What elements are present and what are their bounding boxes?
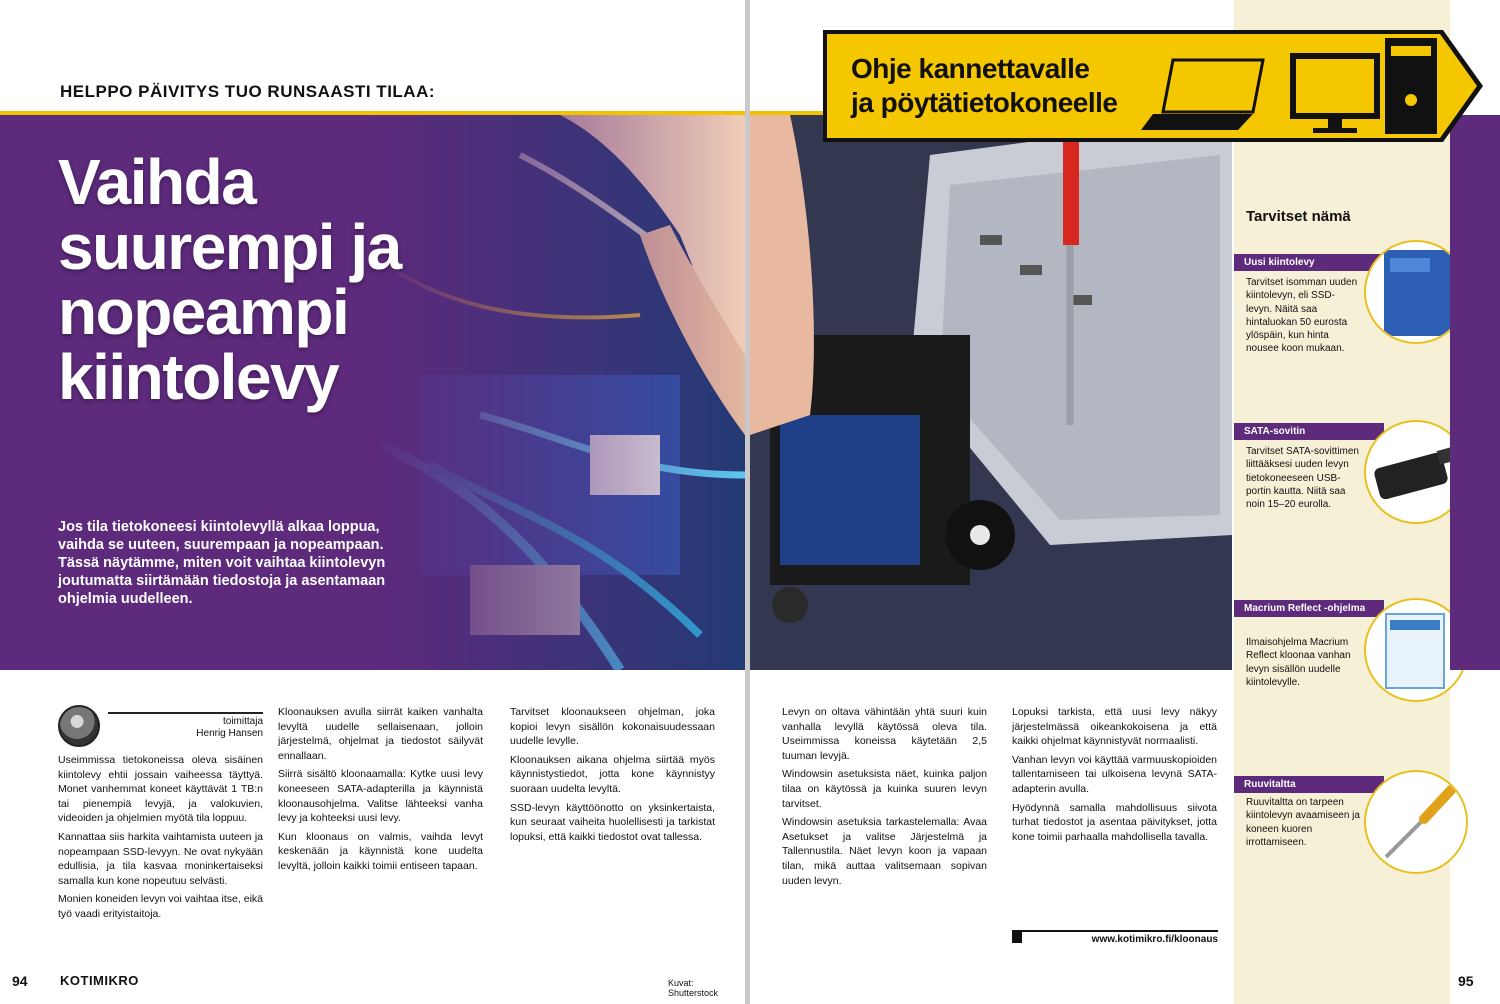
body-column-4 [782,705,987,955]
author-photo [58,705,100,747]
byline-label: toimittaja [222,716,263,727]
paragraph: Kun kloonaus on valmis, vaihda levyt keskenään ja käynnistä kone uudelta levyltä, jolloin kaikki toimii entiseen tapaan. [278,830,483,872]
paragraph: Kloonauksen avulla siirrät kaiken vanhalta levyltä uudelle sellaisenaan, jolloin järjestelmä, ohjelmat ja tiedostot säilyvät ennallaan. [278,706,483,762]
sidebar-label-software: Macrium Reflect -ohjelma [1234,600,1384,617]
photo-credit: Kuvat: Shutterstock [668,978,719,998]
paragraph: Kannattaa siis harkita vaihtamista uuteen ja nopeampaan SSD-levyyn. Ne ovat nykyään edullisia, ja tila kasvaa moninkertaiseksi samalla kun kone nopeutuu selvästi. [58,830,263,887]
sidebar [1234,0,1450,1004]
body-column-3 [510,705,715,955]
paragraph: Lopuksi tarkista, että uusi levy näkyy järjestelmässä oikeankokoisena ja että kaikki ohjelmat käynnistyvät normaalisti. [1012,706,1217,748]
sidebar-text-software: Ilmaisohjelma Macrium Reflect kloonaa vanhan levyn sisällön uudelle kiintolevylle. [1246,637,1351,688]
sidebar-text-drive: Tarvitset isomman uuden kiintolevyn, eli SSD-levyn. Näitä saa hintaluokan 50 eurosta ylöspäin, kun hinta nousee koon mukaan. [1246,277,1358,355]
kicker: HELPPO PÄIVITYS TUO RUNSAASTI TILAA: [60,82,436,101]
byline [58,705,263,747]
paragraph: Siirrä sisältö kloonaamalla: Kytke uusi levy koneeseen SATA-adapterilla ja käynnistä kloonausohjelma. Valitse lähteeksi vanha levy ja kohteeksi uusi levy. [278,768,483,825]
body-column-5 [1012,705,1217,925]
paragraph: Monien koneiden levyn voi vaihtaa itse, eikä työ vaadi erityistaitoja. [58,893,263,920]
page-number-left: 94 [12,973,28,989]
paragraph: Levyn on oltava vähintään yhtä suuri kuin vanhalla levyllä käytössä oleva tila. Useimmissa koneissa käytetään 2,5 tuuman levyjä. [782,706,987,762]
guide-banner [823,30,1483,142]
body-column-2 [278,705,483,955]
paragraph: Windowsin asetuksista näet, kuinka paljon tilaa on käytössä ja kuinka suuren levyn tarvitset. [782,768,987,810]
pc-tower-icon [1385,38,1437,134]
screwdriver-icon [1364,770,1468,874]
sidebar-text-screwdriver: Ruuvitaltta on tarpeen kiintolevyn avaamiseen ja koneen kuoren irrottamiseen. [1246,797,1360,848]
sidebar-label-drive: Uusi kiintolevy [1234,254,1384,271]
paragraph: Tarvitset kloonaukseen ohjelman, joka kopioi levyn sisällön kokonaisuudessaan uudelle levylle. [510,706,715,748]
purple-strip [1450,115,1500,670]
headline: Vaihda suurempi ja nopeampi kiintolevy [58,146,401,413]
body-column-1 [58,705,263,955]
paragraph: Windowsin asetuksia tarkastelemalla: Avaa Asetukset ja valitse Järjestelmä ja Tallennustila. Näet levyn koon ja vapaan tilan, mikä auttaa valitsemaan sopivan uuden levyn. [782,816,987,887]
right-page [750,0,1500,1004]
page-number-right: 95 [1458,973,1474,989]
deck: Jos tila tietokoneesi kiintolevyllä alkaa loppua, vaihda se uuteen, suurempaan ja nopeampaan. Tässä näytämme, miten voit vaihtaa kiintolevyn joutumatta siirtämään tiedostoja ja asentamaan ohjelmia uudelleen. [58,519,386,607]
byline-name: Henrig Hansen [196,728,263,739]
paragraph: SSD-levyn käyttöönotto on yksinkertaista, kun seuraat vaiheita huolellisesti ja tarkistat lopuksi, että kaikki tiedostot ovat tallessa. [510,801,715,843]
banner-line-2: ja pöytätietokoneelle [851,87,1118,118]
sidebar-label-adapter: SATA-sovitin [1234,423,1384,440]
sidebar-text-adapter: Tarvitset SATA-sovittimen liittääksesi uuden levyn tietokoneeseen USB-portin kautta. Niitä saa noin 15–20 eurolla. [1246,446,1359,511]
paragraph: Hyödynnä samalla mahdollisuus siivota turhat tiedostot ja asentaa päivitykset, jotta kone toimii parhaalla mahdollisella tavalla. [1012,801,1217,843]
sidebar-label-screwdriver: Ruuvitaltta [1234,776,1384,793]
paragraph: Vanhan levyn voi käyttää varmuuskopioiden tallentamiseen tai ulkoisena levynä SATA-adapterin avulla. [1012,753,1217,795]
left-page [0,0,745,1004]
article-url[interactable]: www.kotimikro.fi/kloonaus [1012,930,1218,945]
paragraph: Useimmissa tietokoneissa oleva sisäinen kiintolevy ehtii jossain vaiheessa täyttyä. Monet vanhemmat koneet käyttävät 1 TB:n tai pienempiä levyjä, ja valokuvien, videoiden ja ohjelmien myötä tila loppuu. [58,754,263,825]
paragraph: Kloonauksen aikana ohjelma siirtää myös käynnistystiedot, jotta kone käynnistyy suoraan uudelta levyltä. [510,753,715,795]
hero-photo-right [750,115,1232,670]
banner-line-1: Ohje kannettavalle [851,53,1090,84]
footer-brand: KOTIMIKRO [60,973,139,988]
sidebar-title: Tarvitset nämä [1246,208,1351,225]
